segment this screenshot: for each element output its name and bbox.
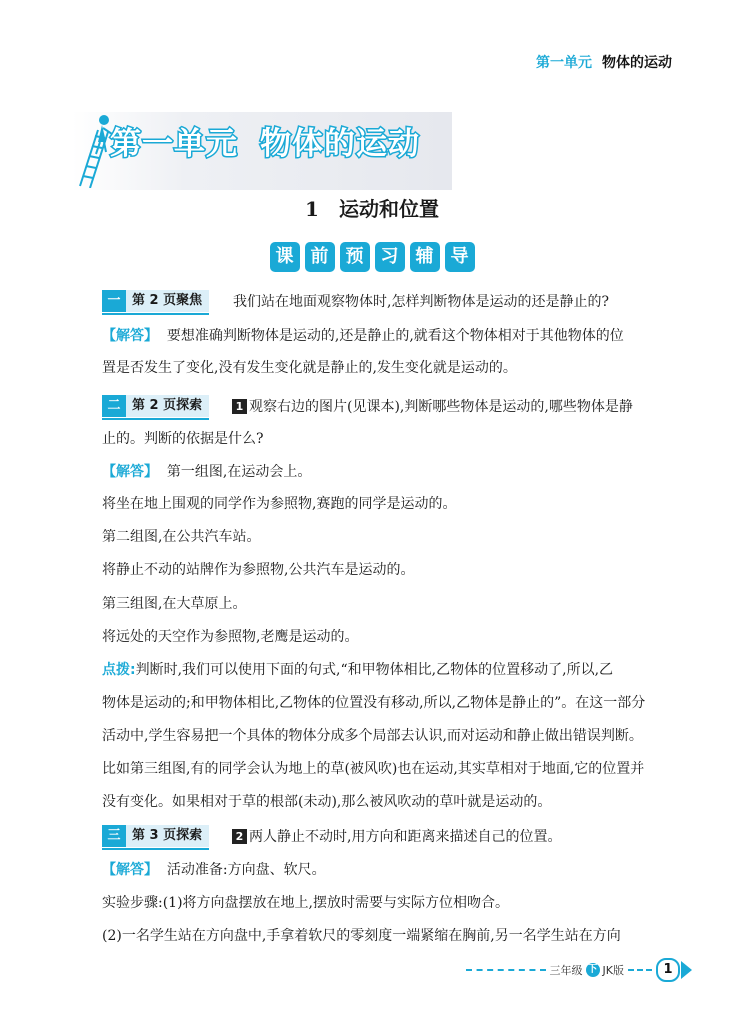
section-number: 三 — [102, 825, 126, 847]
section2-hint-line3: 活动中,学生容易把一个具体的物体分成多个局部去认识,而对运动和静止做出错误判断。 — [102, 728, 643, 744]
running-header — [536, 52, 672, 72]
section3-answer-line3: (2)一名学生站在方向盘中,手拿着软尺的零刻度一端紧缩在胸前,另一名学生站在方向 — [102, 928, 621, 944]
section-tag-3 — [102, 825, 209, 847]
guide-char: 课 — [270, 242, 300, 272]
running-header-topic: 物体的运动 — [602, 55, 672, 71]
hint-label: 点拨: — [102, 662, 136, 678]
footer-term: 下 — [587, 964, 598, 975]
section2-answer-line1 — [102, 462, 311, 482]
footer-dashed-rule-2 — [628, 969, 652, 971]
section2-answer-line5: 第三组图,在大草原上。 — [102, 596, 247, 612]
unit-banner-title — [110, 118, 420, 163]
section-label: 第 2 页聚焦 — [126, 290, 209, 312]
running-header-unit: 第一单元 — [536, 55, 592, 71]
guide-char: 辅 — [410, 242, 440, 272]
answer-label: 【解答】 — [102, 862, 158, 878]
section2-answer-line4: 将静止不动的站牌作为参照物,公共汽车是运动的。 — [102, 562, 415, 578]
lesson-number: 1 — [305, 197, 319, 221]
section2-answer-line2: 将坐在地上围观的同学作为参照物,赛跑的同学是运动的。 — [102, 496, 457, 512]
question-number: 1 — [232, 399, 247, 414]
unit-banner-topic: 物体的运动 — [260, 126, 420, 162]
guide-char: 预 — [340, 242, 370, 272]
footer-dashed-rule — [466, 969, 546, 971]
answer-text: 要想准确判断物体是运动的,还是静止的,就看这个物体相对于其他物体的位 — [166, 328, 624, 344]
section3-question — [232, 827, 561, 847]
section1-answer-line1 — [102, 326, 624, 346]
unit-banner-unit: 第一单元 — [110, 126, 238, 162]
section2-answer-line6: 将远处的天空作为参照物,老鹰是运动的。 — [102, 629, 359, 645]
section3-answer-line2: 实验步骤:(1)将方向盘摆放在地上,摆放时需要与实际方位相吻合。 — [102, 895, 509, 911]
footer-grade: 三年级 — [549, 964, 583, 977]
section1-question: 我们站在地面观察物体时,怎样判断物体是运动的还是静止的? — [233, 294, 609, 310]
section-tag-2 — [102, 395, 209, 417]
guide-char: 导 — [445, 242, 475, 272]
answer-label: 【解答】 — [102, 328, 158, 344]
section2-answer-line3: 第二组图,在公共汽车站。 — [102, 529, 261, 545]
section2-hint-line4: 比如第三组图,有的同学会认为地上的草(被风吹)也在运动,其实草相对于地面,它的位置并 — [102, 761, 645, 777]
section1-answer-line2: 置是否发生了变化,没有发生变化就是静止的,发生变化就是运动的。 — [102, 360, 517, 376]
section2-hint-line1 — [102, 660, 613, 680]
answer-label: 【解答】 — [102, 464, 158, 480]
hint-text: 判断时,我们可以使用下面的句式,“和甲物体相比,乙物体的位置移动了,所以,乙 — [135, 662, 614, 678]
section2-question-line1 — [232, 397, 633, 417]
guide-char: 前 — [305, 242, 335, 272]
section-number: 一 — [102, 290, 126, 312]
page-number: 1 — [656, 958, 680, 982]
question-text: 观察右边的图片(见课本),判断哪些物体是运动的,哪些物体是静 — [249, 399, 633, 415]
question-number: 2 — [232, 829, 247, 844]
lesson-title — [0, 193, 744, 222]
section-number: 二 — [102, 395, 126, 417]
lesson-name: 运动和位置 — [338, 197, 439, 221]
section2-question-line2: 止的。判断的依据是什么? — [102, 431, 264, 447]
section2-hint-line5: 没有变化。如果相对于草的根部(未动),那么被风吹动的草叶就是运动的。 — [102, 794, 552, 810]
preview-guide-heading — [0, 242, 744, 272]
section-label: 第 2 页探索 — [126, 395, 209, 417]
section2-hint-line2: 物体是运动的;和甲物体相比,乙物体的位置没有移动,所以,乙物体是静止的”。在这一部分 — [102, 695, 646, 711]
answer-text: 第一组图,在运动会上。 — [166, 464, 312, 480]
page-arrow-icon — [681, 961, 692, 979]
guide-char: 习 — [375, 242, 405, 272]
page-footer — [466, 958, 692, 982]
footer-edition: JK版 — [602, 964, 624, 977]
answer-text: 活动准备:方向盘、软尺。 — [166, 862, 326, 878]
section-label: 第 3 页探索 — [126, 825, 209, 847]
question-text: 两人静止不动时,用方向和距离来描述自己的位置。 — [249, 829, 562, 845]
section-tag-1 — [102, 290, 209, 312]
section3-answer-line1 — [102, 860, 326, 880]
